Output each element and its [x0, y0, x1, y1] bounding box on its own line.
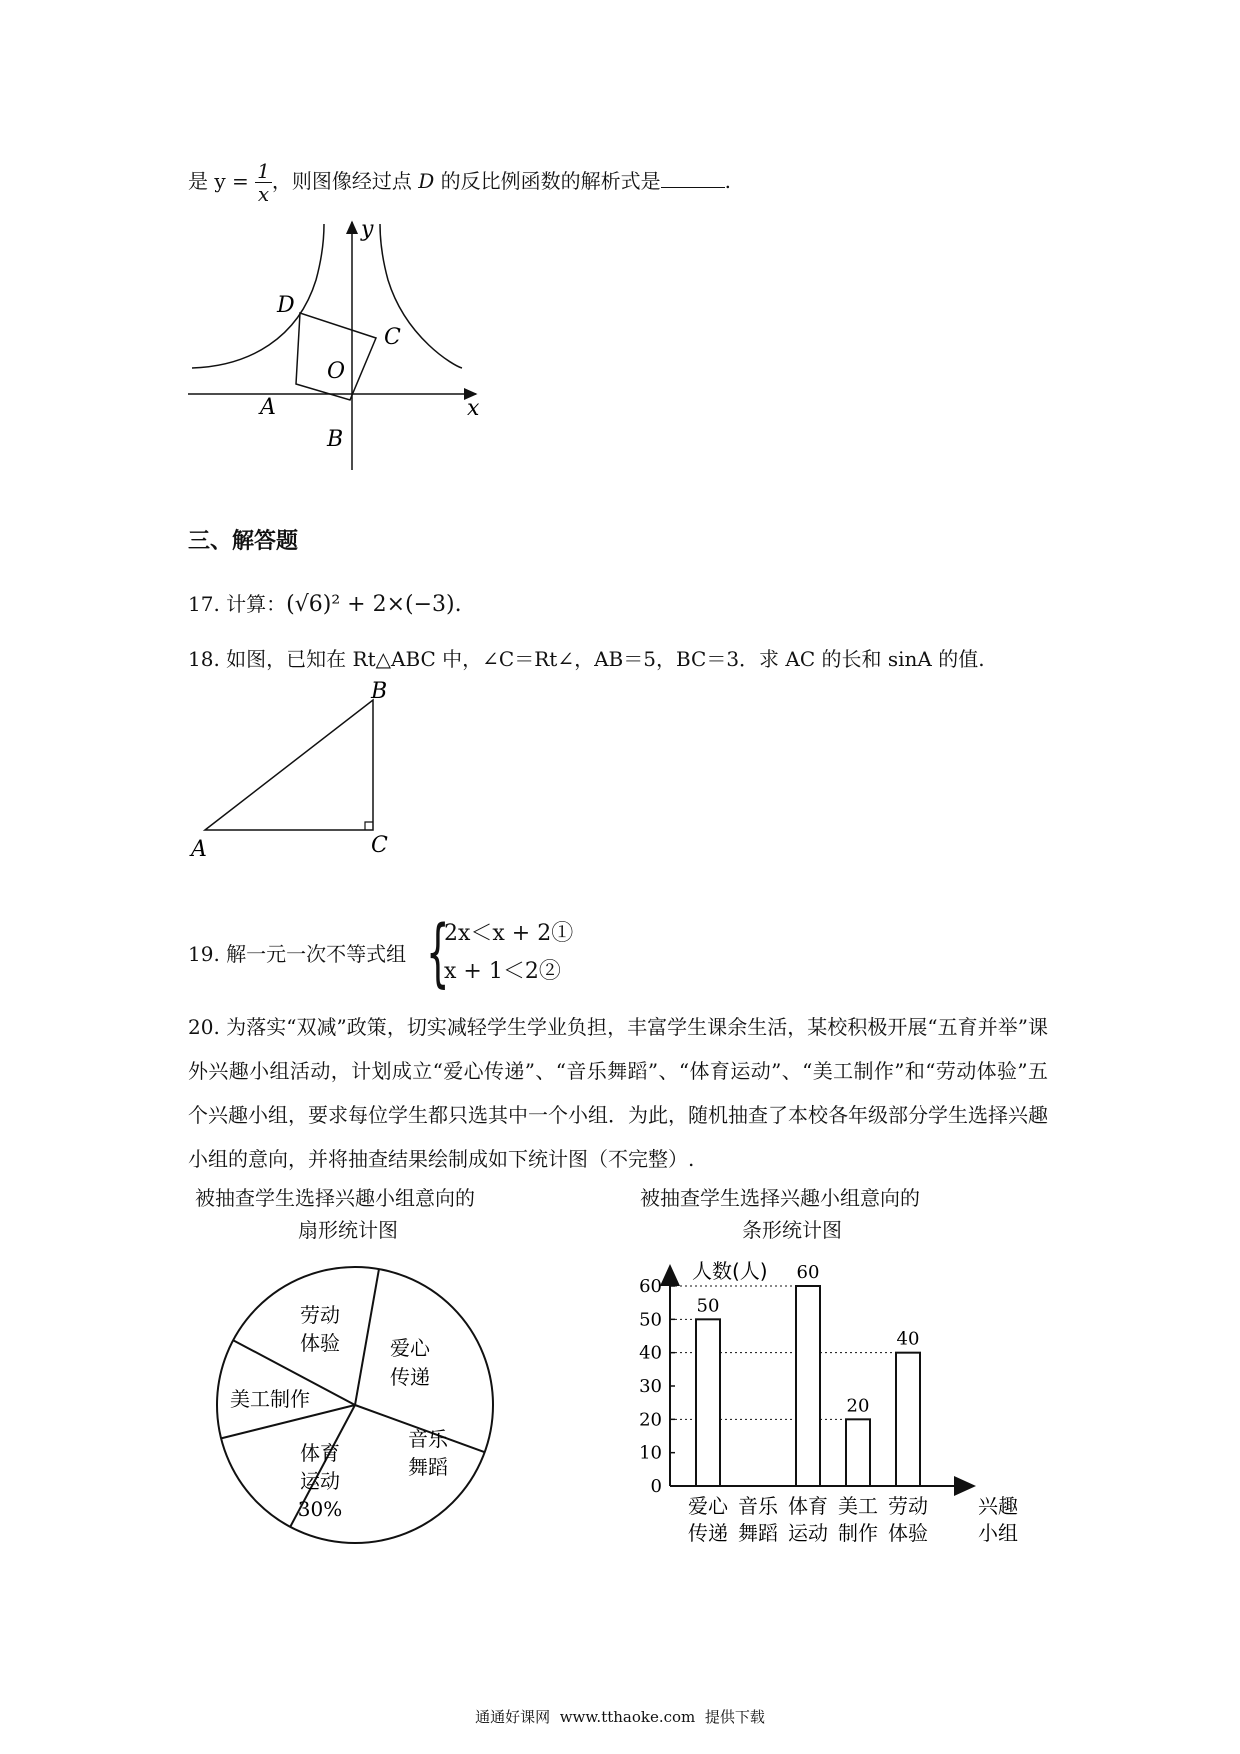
q16-line	[188, 160, 731, 205]
bar	[846, 1419, 870, 1486]
label-origin: O	[327, 359, 346, 384]
label-b: B	[327, 427, 344, 452]
label-c: C	[384, 325, 401, 350]
bar-y-tick-label: 0	[650, 1476, 662, 1497]
bar	[796, 1286, 820, 1486]
pie-label-yinyue-1: 音乐	[408, 1427, 448, 1451]
pie-label-tiyu-1: 体育	[300, 1441, 340, 1465]
bar-chart	[620, 1250, 1040, 1560]
bar-y-tick-label: 50	[639, 1309, 662, 1331]
label-c: C	[371, 833, 388, 858]
bar-subtitle: 条形统计图	[742, 1218, 842, 1242]
bar-category-label: 爱心	[688, 1494, 728, 1518]
q19-label: 19. 解一元一次不等式组	[188, 942, 407, 966]
pie-label-aixin-2: 传递	[390, 1365, 430, 1389]
q16-frac-num: 1	[257, 159, 270, 183]
q16-suffix: ，则图像经过点	[271, 169, 412, 193]
q20-text: 20. 为落实“双减”政策，切实减轻学生学业负担，丰富学生课余生活，某校积极开展“五育并举”课外兴趣小组活动，计划成立“爱心传递”、“音乐舞蹈”、“体育运动”、“美工制作”和“劳动体验”五个兴趣小组，要求每位学生都只选其中一个小组．为此，随机抽查了本校各年级部分学生选择兴趣小组的意向，并将抽查结果绘制成如下统计图（不完整）.	[188, 1015, 1048, 1171]
label-b: B	[371, 680, 388, 704]
bar-category-label: 体验	[888, 1521, 928, 1545]
q19-ineq2: x + 1＜2②	[444, 959, 561, 984]
q16-frac-den: x	[257, 182, 270, 206]
bar-category-label: 音乐	[738, 1494, 778, 1518]
section-title: 三、解答题	[188, 528, 299, 554]
bar	[896, 1353, 920, 1486]
bar-title: 被抽查学生选择兴趣小组意向的	[640, 1186, 920, 1210]
bar-y-tick-label: 10	[639, 1442, 662, 1464]
bar-xlabel-1: 兴趣	[978, 1494, 1018, 1518]
pie-subtitle: 扇形统计图	[298, 1218, 398, 1242]
right-angle-mark	[365, 822, 373, 830]
q19-brace: {	[426, 910, 450, 996]
pie-label-laodong-1: 劳动	[300, 1303, 340, 1327]
bar-category-label: 传递	[688, 1521, 728, 1545]
bar-category-label: 舞蹈	[738, 1521, 778, 1545]
q16-prefix: 是 y =	[188, 169, 249, 193]
bar-value-label: 40	[896, 1328, 920, 1350]
bar-y-tick-label: 40	[639, 1342, 662, 1364]
q16-answer-blank	[661, 169, 725, 188]
bar-category-label: 美工	[838, 1494, 878, 1518]
q17-label: 17. 计算：	[188, 592, 287, 616]
bar-series	[696, 1286, 920, 1486]
square-abcd	[296, 313, 376, 400]
pie-title: 被抽查学生选择兴趣小组意向的	[195, 1186, 475, 1210]
q16-figure	[180, 218, 500, 474]
pie-label-aixin-1: 爱心	[390, 1336, 430, 1360]
q16-fraction	[255, 160, 272, 205]
q18-text: 18. 如图，已知在 Rt△ABC 中，∠C＝Rt∠，AB＝5，BC＝3．求 AC 的长和 sinA 的值.	[188, 647, 985, 671]
label-a: A	[191, 837, 207, 862]
bar-value-label: 20	[846, 1395, 870, 1417]
q19-ineq1: 2x＜x + 2①	[444, 921, 574, 946]
bar-value-label: 60	[796, 1262, 820, 1283]
bar-y-tick-label: 30	[639, 1376, 662, 1397]
pie-slice-border	[355, 1269, 379, 1405]
bar-category-label: 劳动	[888, 1494, 928, 1518]
bar-ylabel: 人数(人)	[692, 1259, 768, 1283]
footer: 通通好课网 www.tthaoke.com 提供下载	[475, 1708, 765, 1726]
q16-suffix2: 的反比例函数的解析式是	[440, 169, 661, 193]
bar-category-label: 体育	[788, 1494, 828, 1518]
q18-figure	[185, 680, 405, 870]
bar-category-label: 运动	[788, 1521, 828, 1545]
label-d: D	[277, 293, 295, 318]
bar-x-categories	[688, 1494, 928, 1545]
q16-point: D	[418, 169, 435, 193]
bar-y-tick-label: 20	[639, 1409, 662, 1431]
pie-label-laodong-2: 体验	[300, 1331, 340, 1355]
pie-label-yinyue-2: 舞蹈	[408, 1455, 448, 1479]
left-hyperbola	[192, 224, 324, 368]
bar-y-tick-label: 60	[639, 1276, 662, 1297]
triangle-abc	[205, 700, 373, 830]
pie-label-meigong: 美工制作	[230, 1387, 310, 1411]
label-x: x	[467, 396, 480, 421]
bar-category-label: 制作	[838, 1521, 878, 1545]
q17-line	[188, 590, 462, 619]
bar	[696, 1319, 720, 1486]
q16-end: .	[724, 169, 731, 193]
pie-label-tiyu-2: 运动	[300, 1469, 340, 1493]
label-y: y	[361, 218, 374, 242]
bar-xlabel-2: 小组	[978, 1521, 1018, 1545]
pie-label-tiyu-3: 30%	[297, 1497, 343, 1521]
bar-value-label: 50	[696, 1295, 720, 1317]
label-a: A	[260, 395, 276, 420]
pie-chart	[210, 1260, 500, 1550]
q17-expr: (√6)² + 2×(−3).	[286, 592, 462, 617]
